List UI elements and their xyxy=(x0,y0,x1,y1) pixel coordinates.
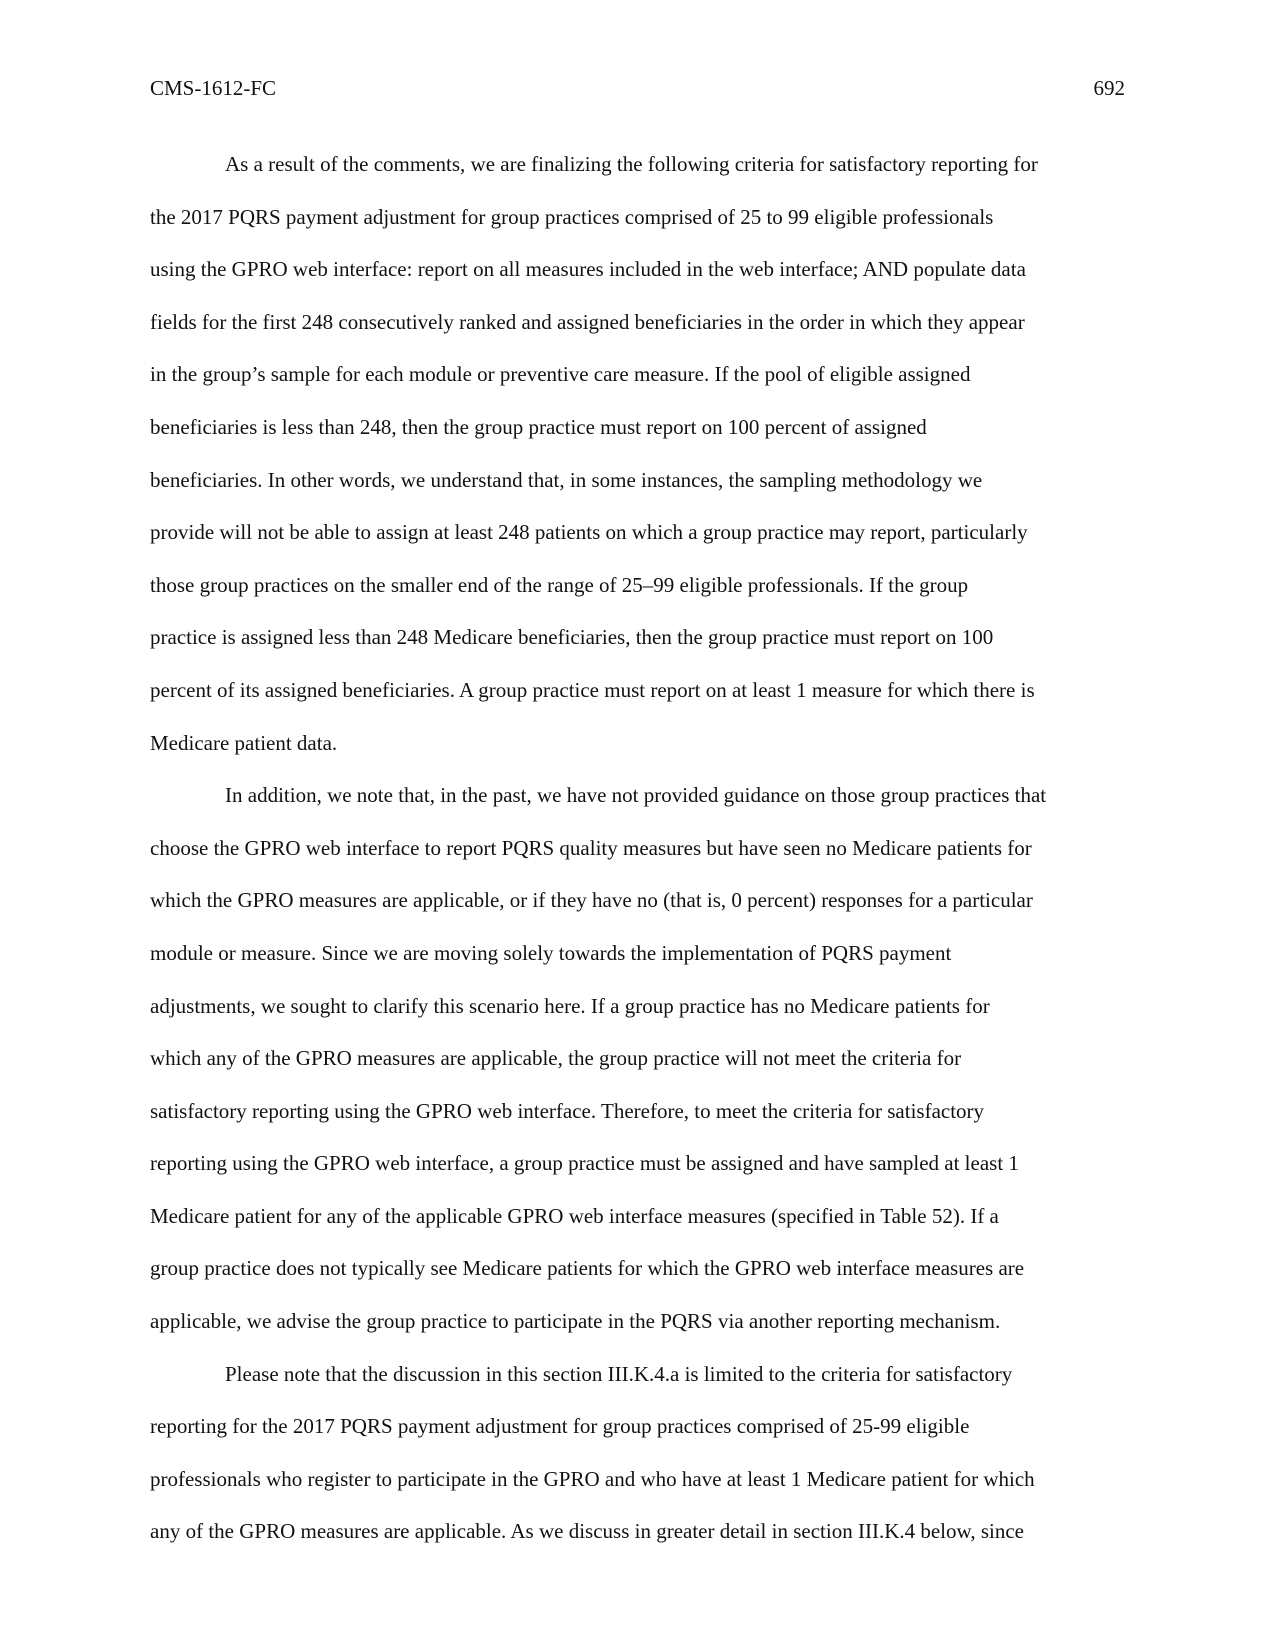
text-line: reporting for the 2017 PQRS payment adjustment for group practices comprised of 25-99 eligible xyxy=(150,1414,970,1439)
text-line: applicable, we advise the group practice to participate in the PQRS via another reporting mechanism. xyxy=(150,1309,1001,1334)
text-line: those group practices on the smaller end of the range of 25–99 eligible professionals. If the group xyxy=(150,572,969,597)
text-line: percent of its assigned beneficiaries. A group practice must report on at least 1 measure for which there is xyxy=(150,677,1035,702)
text-line: professionals who register to participate in the GPRO and who have at least 1 Medicare patient for which xyxy=(150,1466,1035,1491)
text-line: As a result of the comments, we are finalizing the following criteria for satisfactory reporting for xyxy=(225,152,1038,176)
text-line: adjustments, we sought to clarify this scenario here. If a group practice has no Medicare patients for xyxy=(150,993,990,1018)
text-line: using the GPRO web interface: report on all measures included in the web interface; AND populate data xyxy=(150,257,1026,282)
text-line: any of the GPRO measures are applicable. As we discuss in greater detail in section III.K.4 below, since xyxy=(150,1519,1024,1544)
text-line: Medicare patient for any of the applicable GPRO web interface measures (specified in Table 52). If a xyxy=(150,1203,999,1228)
text-line: provide will not be able to assign at least 248 patients on which a group practice may report, particularly xyxy=(150,520,1028,545)
text-line: beneficiaries. In other words, we understand that, in some instances, the sampling methodology we xyxy=(150,467,983,492)
text-line: reporting using the GPRO web interface, a group practice must be assigned and have sampled at least 1 xyxy=(150,1151,1019,1176)
page-header xyxy=(150,72,1125,104)
text-line: practice is assigned less than 248 Medicare beneficiaries, then the group practice must report on 100 xyxy=(150,625,994,650)
text-line: beneficiaries is less than 248, then the group practice must report on 100 percent of assigned xyxy=(150,414,927,439)
text-line: group practice does not typically see Medicare patients for which the GPRO web interface measures are xyxy=(150,1256,1025,1281)
text-line: In addition, we note that, in the past, we have not provided guidance on those group practices that xyxy=(225,783,1047,808)
text-line: satisfactory reporting using the GPRO web interface. Therefore, to meet the criteria for satisfactory xyxy=(150,1098,985,1123)
text-line: the 2017 PQRS payment adjustment for group practices comprised of 25 to 99 eligible professionals xyxy=(150,204,994,229)
text-line: fields for the first 248 consecutively ranked and assigned beneficiaries in the order in which they appear xyxy=(150,309,1025,334)
text-line: choose the GPRO web interface to report PQRS quality measures but have seen no Medicare patients for xyxy=(150,835,1032,860)
document-id: CMS-1612-FC xyxy=(150,76,277,100)
text-line: module or measure. Since we are moving solely towards the implementation of PQRS payment xyxy=(150,940,952,965)
text-line: in the group’s sample for each module or preventive care measure. If the pool of eligible assigned xyxy=(150,362,971,387)
page-number: 692 xyxy=(1093,76,1125,100)
body-text xyxy=(150,138,1125,1558)
text-line: Please note that the discussion in this section III.K.4.a is limited to the criteria for satisfactory xyxy=(225,1361,1013,1386)
text-line: which the GPRO measures are applicable, or if they have no (that is, 0 percent) responses for a particular xyxy=(150,888,1033,913)
text-line: which any of the GPRO measures are applicable, the group practice will not meet the criteria for xyxy=(150,1046,962,1071)
text-line: Medicare patient data. xyxy=(150,730,338,755)
